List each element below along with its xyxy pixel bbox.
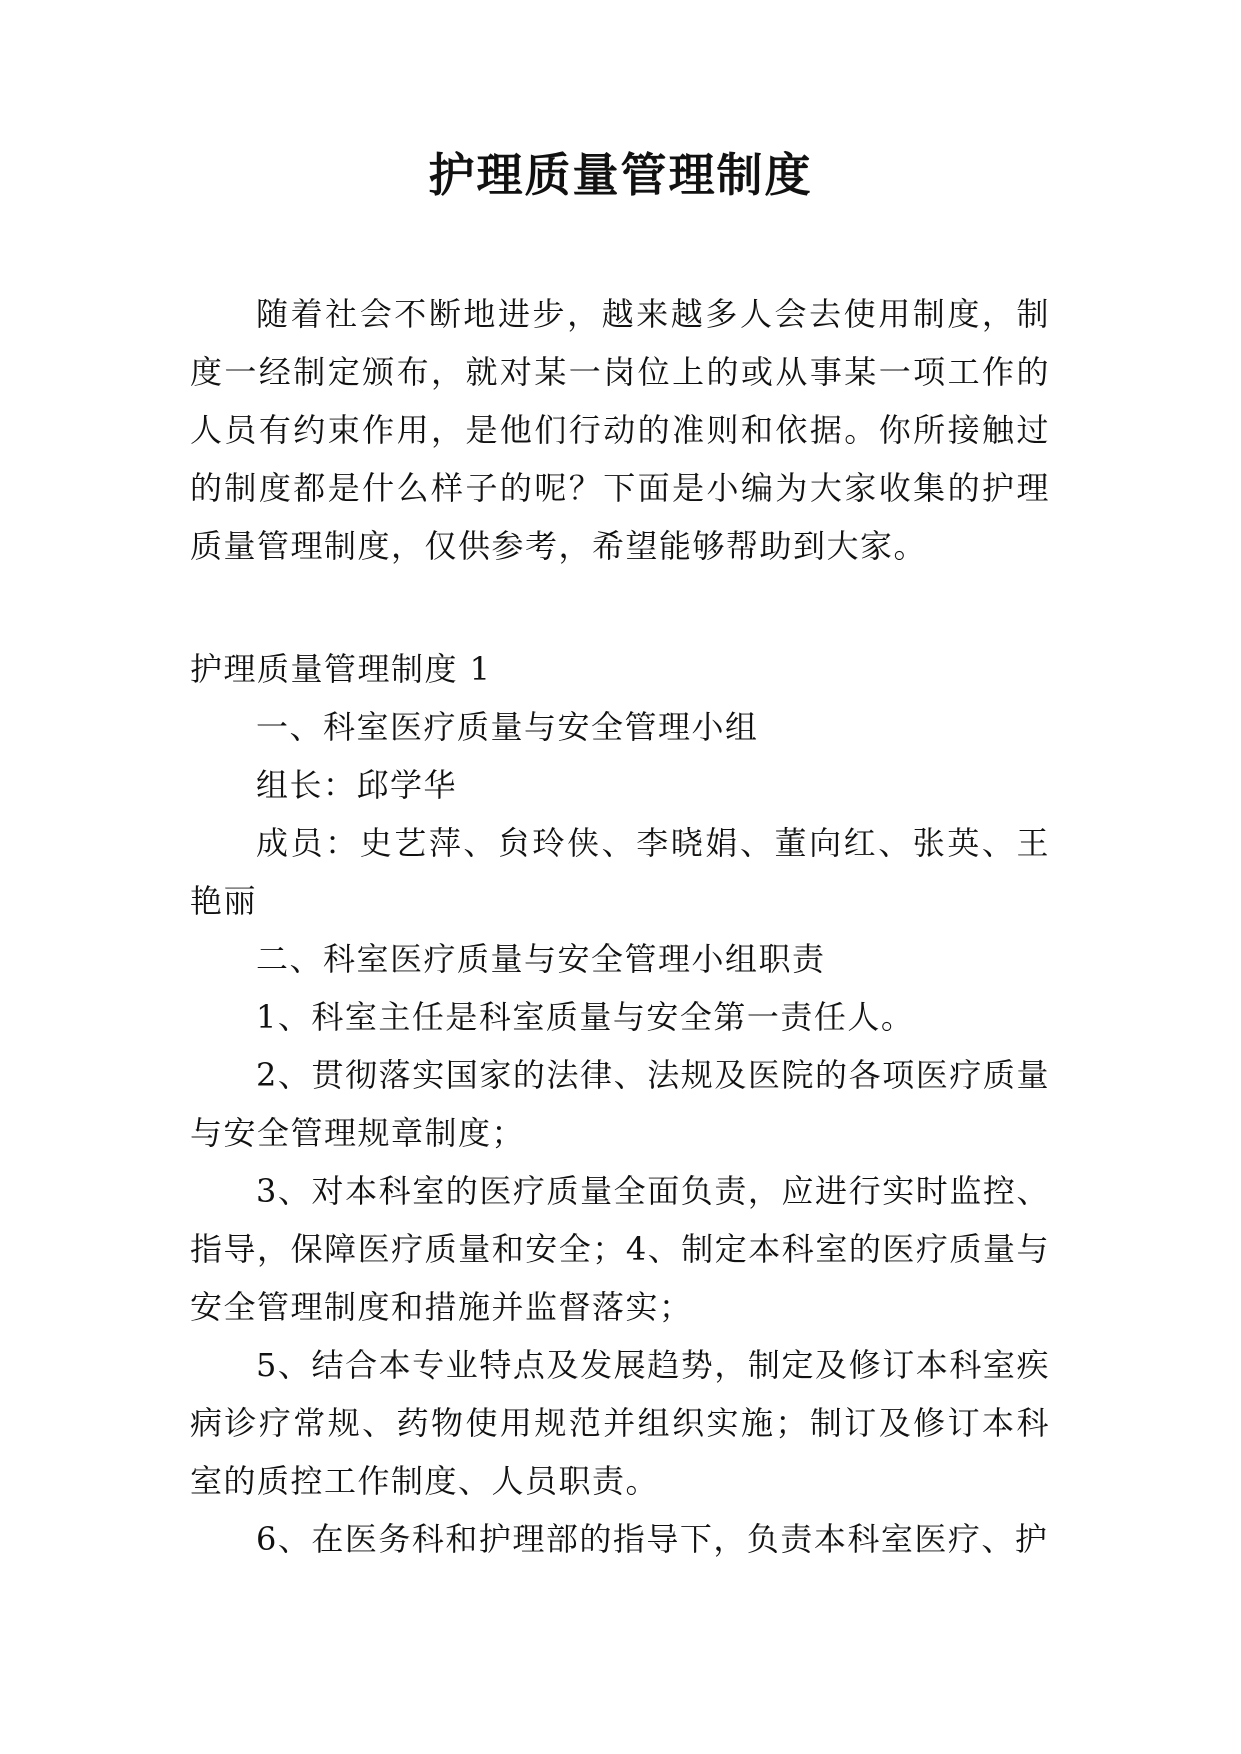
intro-paragraph: 随着社会不断地进步，越来越多人会去使用制度，制度一经制定颁布，就对某一岗位上的或从事某一项工作的人员有约束作用，是他们行动的准则和依据。你所接触过的制度都是什么样子的呢？下面是小编为大家收集的护理质量管理制度，仅供参考，希望能够帮助到大家。	[190, 295, 1050, 565]
paragraph-item-1: 1、科室主任是科室质量与安全第一责任人。	[256, 998, 915, 1036]
paragraph-item-5: 5、结合本专业特点及发展趋势，制定及修订本科室疾病诊疗常规、药物使用规范并组织实施；制订及修订本科室的质控工作制度、人员职责。	[190, 1346, 1050, 1500]
document-title: 护理质量管理制度	[428, 148, 813, 202]
paragraph-leader: 组长：邱学华	[256, 766, 458, 804]
paragraph-item-6: 6、在医务科和护理部的指导下，负责本科室医疗、护	[256, 1520, 1049, 1558]
paragraph-group-heading: 一、科室医疗质量与安全管理小组	[256, 708, 759, 746]
paragraph-item-3-4: 3、对本科室的医疗质量全面负责，应进行实时监控、指导，保障医疗质量和安全；4、制定本科室的医疗质量与安全管理制度和措施并监督落实；	[190, 1172, 1050, 1326]
paragraph-item-2: 2、贯彻落实国家的法律、法规及医院的各项医疗质量与安全管理规章制度；	[190, 1056, 1050, 1152]
section-block	[190, 640, 1050, 1568]
paragraph-duties-heading: 二、科室医疗质量与安全管理小组职责	[256, 940, 826, 978]
paragraph-members: 成员：史艺萍、贠玲侠、李晓娟、董向红、张英、王艳丽	[190, 824, 1050, 920]
section-heading: 护理质量管理制度 1	[190, 650, 492, 688]
intro-block	[190, 285, 1050, 575]
